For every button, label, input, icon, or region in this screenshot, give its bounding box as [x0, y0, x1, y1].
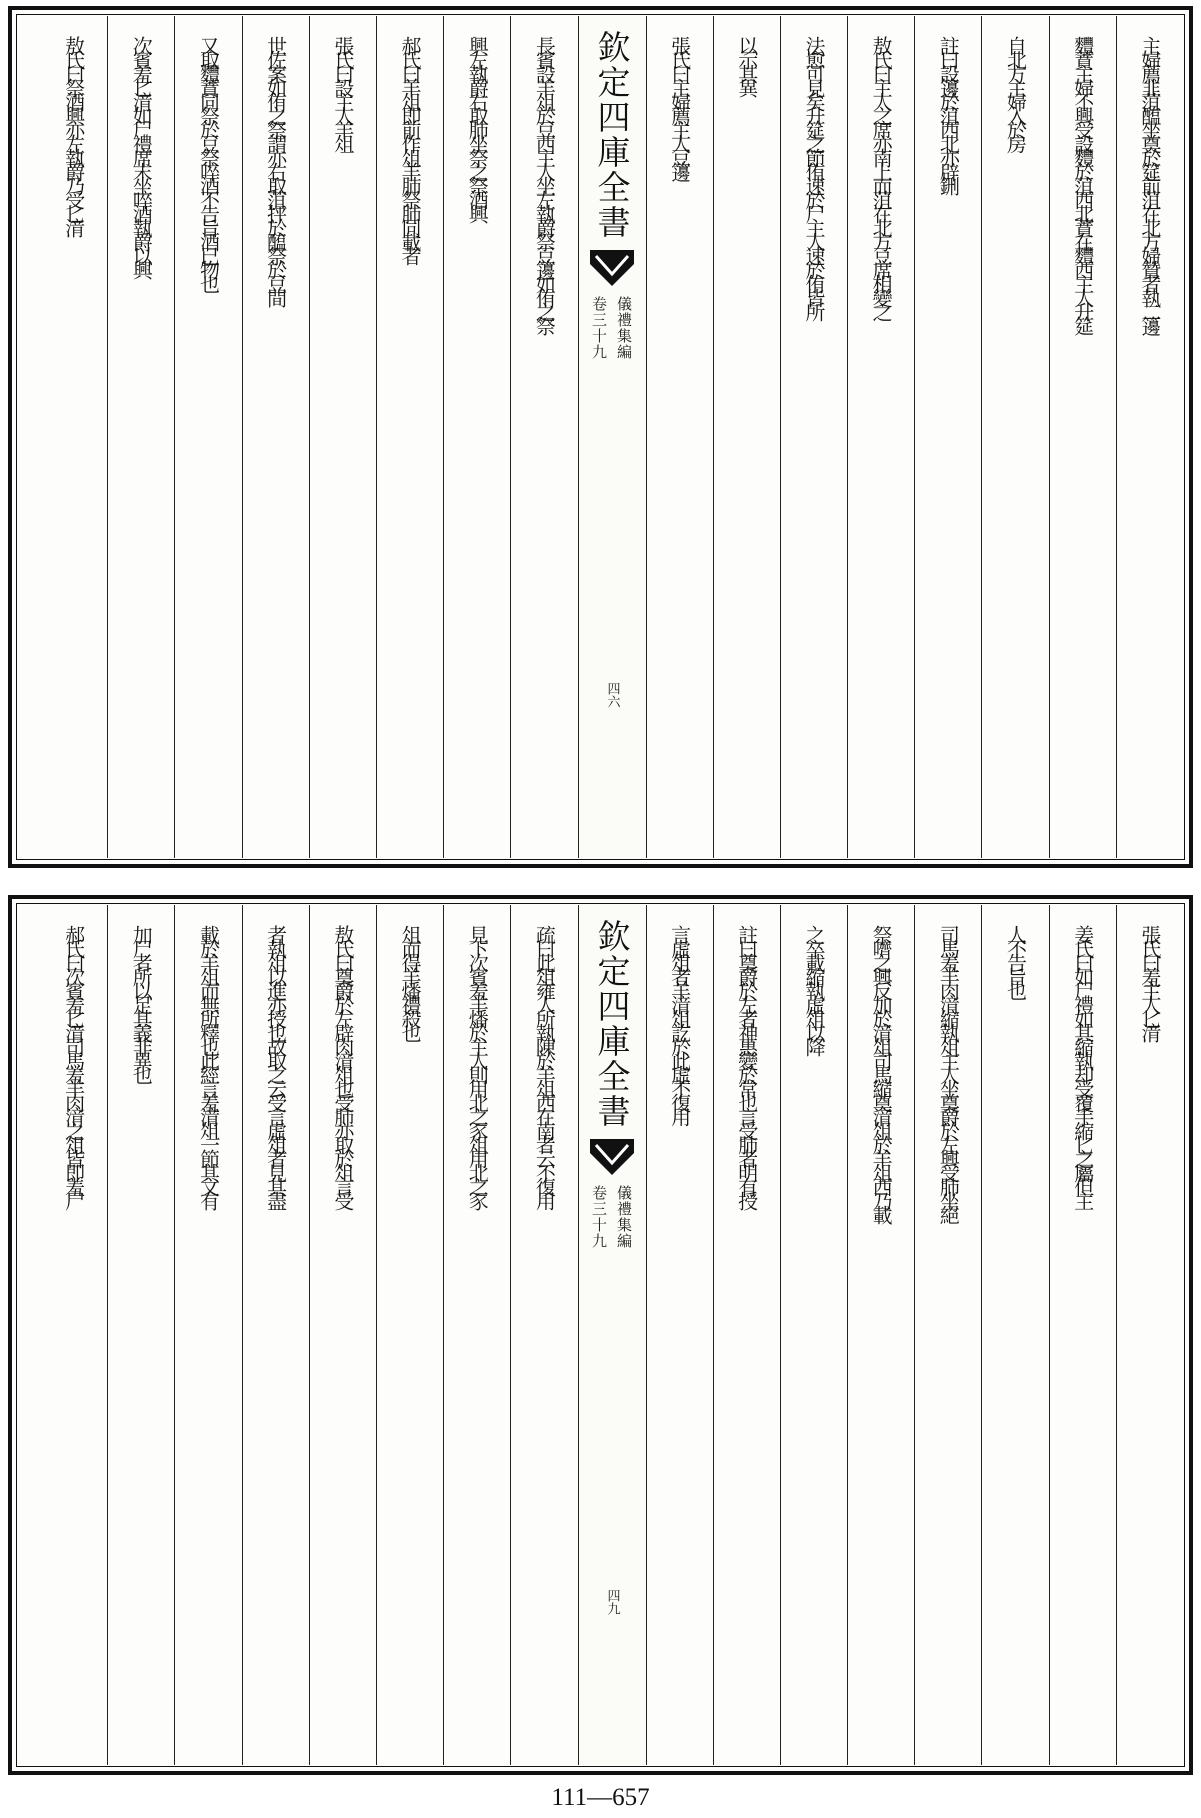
text-column	[713, 16, 780, 858]
column-text: 人不告旨也	[1003, 925, 1028, 995]
text-column	[40, 16, 107, 858]
text-column	[510, 16, 577, 858]
column-text: 俎而得羊燔禮殺也	[398, 925, 423, 1037]
text-column	[1049, 16, 1116, 858]
banner-column	[578, 16, 646, 858]
bottom-page-frame	[8, 895, 1193, 1775]
text-column	[914, 905, 981, 1765]
column-text: 之卒載縮執虛俎以降	[801, 925, 826, 1051]
text-column	[40, 905, 107, 1765]
column-text: 主婦薦韭菹醢坐奠於筵前菹在北方婦贊者執二籩	[1137, 36, 1162, 330]
text-column	[1049, 905, 1116, 1765]
banner-subtitle-line: 卷三十九	[590, 296, 608, 360]
column-text: 長賓設羊俎於豆西主人坐左執爵祭豆籩如侑之祭	[532, 36, 557, 330]
text-column	[914, 16, 981, 858]
column-text: 張氏曰設主人羊俎	[330, 36, 355, 148]
column-text: 載於羊俎而無所釋也此經言羞湇俎一節其文有	[196, 925, 221, 1205]
text-column	[242, 16, 309, 858]
column-text: 司馬羞羊肉湇縮執俎主人坐奠爵於左興受肺坐絕	[936, 925, 961, 1219]
text-column	[443, 16, 510, 858]
banner-subtitle	[589, 1185, 635, 1249]
column-text: 郝氏曰次賓羞匕湇司馬羞羊肉湇之俎皆即羞尸	[61, 925, 86, 1205]
column-text: 以示其異	[734, 36, 759, 92]
text-column	[1116, 16, 1183, 858]
text-column	[443, 905, 510, 1765]
page-number: 111—657	[551, 1784, 650, 1811]
column-text: 註曰設籩於菹西北亦辟鉶	[936, 36, 961, 190]
folio-number: 四九	[604, 1589, 620, 1615]
column-text: 張氏曰羞主人匕湇	[1137, 925, 1162, 1037]
text-column	[981, 905, 1048, 1765]
text-column	[847, 16, 914, 858]
text-column	[174, 905, 241, 1765]
column-text: 加尸者所以足其義非異也	[129, 925, 154, 1079]
column-text: 祭嚌之興反加於湇俎司馬縮奠湇俎於羊俎西乃載	[869, 925, 894, 1219]
column-text: 興左執爵右取肺坐祭之祭酒興	[465, 36, 490, 218]
column-text: 言虛俎者羊湇俎訖於此虛不復用	[667, 925, 692, 1121]
folio-number: 四六	[604, 682, 620, 708]
column-text: 張氏曰主婦薦主人豆籩	[667, 36, 692, 176]
text-column	[107, 16, 174, 858]
text-column	[174, 16, 241, 858]
fishtail-mark-icon	[590, 250, 634, 286]
column-text: 又取麷蕡同祭於豆祭啐酒不告旨酒已物也	[196, 36, 221, 288]
column-text: 世佐案如侑之祭謂亦右取菹抨於醢祭於豆間	[263, 36, 288, 302]
text-column	[646, 16, 713, 858]
text-column	[309, 905, 376, 1765]
column-text: 自北方主婦入於房	[1003, 36, 1028, 148]
text-column	[713, 905, 780, 1765]
text-column	[242, 905, 309, 1765]
bottom-page-columns	[18, 905, 1183, 1765]
column-text: 疏曰此俎雍人所執陳於羊俎西在南者云不復用	[532, 925, 557, 1205]
banner-subtitle-line: 儀禮集編	[615, 1185, 633, 1249]
banner-subtitle-line: 卷三十九	[590, 1185, 608, 1249]
text-column	[780, 16, 847, 858]
column-text: 法愈可見矣升筵之節侑速於尸主人速於侑皆所	[801, 36, 826, 316]
banner-subtitle-line: 儀禮集編	[615, 296, 633, 360]
banner-column	[578, 905, 646, 1765]
column-text: 麷蕡主婦不興受設麷於菹西北蕡在麷西主人升筵	[1070, 36, 1095, 330]
top-page-frame	[8, 6, 1193, 868]
text-column	[309, 16, 376, 858]
text-column	[646, 905, 713, 1765]
column-text: 註曰奠爵於左者神惠變於常也言受肺者明有授	[734, 925, 759, 1205]
text-column	[376, 905, 443, 1765]
text-column	[376, 16, 443, 858]
text-column	[847, 905, 914, 1765]
column-text: 者執俎以進亦授也故取之云受言虛俎者見其盡	[263, 925, 288, 1205]
text-column	[981, 16, 1048, 858]
column-text: 見下次賓羞羊燔於主人則用北之豕俎用北之豕	[465, 925, 490, 1205]
fishtail-mark-icon	[590, 1139, 634, 1175]
banner-title: 欽定四庫全書	[592, 30, 632, 240]
column-text: 次賓羞匕湇如尸禮席末坐啐酒執爵以興	[129, 36, 154, 274]
text-column	[510, 905, 577, 1765]
banner-title: 欽定四庫全書	[592, 919, 632, 1129]
text-column	[1116, 905, 1183, 1765]
column-text: 姜氏曰如尸禮如其縮執却受覆手縮匕之屬但主	[1070, 925, 1095, 1205]
banner-subtitle	[589, 296, 635, 360]
column-text: 敖氏曰主人之席亦南上而菹在北方豆席相變之	[869, 36, 894, 316]
top-page-columns	[18, 16, 1183, 858]
column-text: 敖氏曰奠爵於左辟肉湇俎也受肺亦取於俎言受	[330, 925, 355, 1205]
column-text: 郝氏曰羊俎即前作俎羊肺祭肺同載者	[398, 36, 423, 260]
column-text: 敖氏曰祭酒興亦左執爵乃受匕湇	[61, 36, 86, 232]
text-column	[780, 905, 847, 1765]
text-column	[107, 905, 174, 1765]
